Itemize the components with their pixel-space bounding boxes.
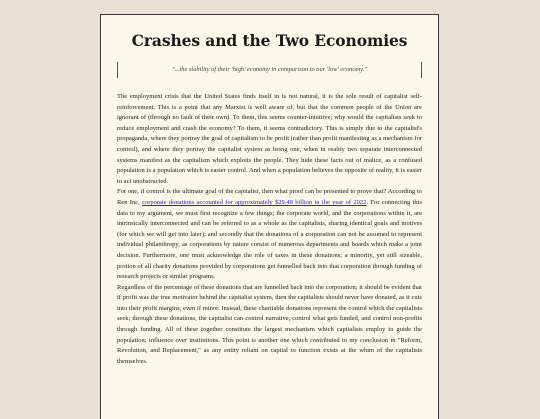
article-title: Crashes and the Two Economies — [131, 31, 408, 50]
paragraph-2-text-before: For one, if control is the ultimate goal of the capitalist, then what proof can be presented to prove that? According to Ren Inc, — [117, 188, 422, 206]
paragraph-1: The employment crisis that the United States finds itself in is not natural, it is the sole result of capitalist self-reinforcement. This is a point that any Marxist is well aware of, but that the common people of the Union are ignorant of (through no fault of their own). To them, this seems counter-intuitive; why would the capitalists seek to reduce employment and crash the economy? To them, it seems contradictory. This is simply due to the capitalist's propaganda, where they portray the goal of capitalism to be profit (rather than profit manifesting as a mechanism for control), and where they portray the capitalist system as being one, when in reality two separate interconnected systems manifest as the capitalism which exploits the people. They hide these facts out of malice, as a confused population is a population which is easier control. And when a population believes the opposite of reality, it is easier to act unobstructed. — [117, 93, 422, 185]
paragraph-3: Regardless of the percentage of these donations that are funnelled back into the corporation; it should be evident that if profit was the true motivator behind the capitalist system, then the capitalists should never have donated, as it cuts into their profit margins, even if minor. Instead, these charitable donations represent the control which the capitalists seek; through these donations, the capitalist can control narrative, control what gets funded, and control non-profits through funding. All of these together constitute the largest mechanism which capitalists employ to guide the population; influence over institutions. This point is another one which contributed to my conclusion in "Reform, Revolution, and Replacement," as any entity reliant on capital to function exists at the whim of the capitalists themselves. — [117, 283, 422, 365]
corporate-donations-link[interactable]: corporate donations accounted for approximately $29.48 billion in the year of 2022 — [142, 198, 367, 206]
paragraph-2 — [117, 187, 422, 282]
epigraph-quote: "...the stability of their 'high' economy in comparison to our 'low' economy." — [117, 62, 422, 78]
article-page — [100, 14, 439, 419]
paragraph-2-text-after: . For connecting this data to my argument, we must first recognize a few things; the corporate world, and the corporations within it, are intrinsically interconnected and can be referred to as a whole as the capitalists, sharing identical goals and motives (for which we will get into later); and secondly that the donations of a corporation can not be assumed to represent individual philanthropy, as corporations by nature consist of numerous departments and boards which make a joint decision. Furthermore, one must acknowledge the role of taxes in these donations; a minority, yet still sizeable, portion of all charity donations provided by corporations get funnelled back into that corporation through funding of research projects or similar programs. — [117, 198, 422, 281]
article-body — [117, 92, 422, 367]
